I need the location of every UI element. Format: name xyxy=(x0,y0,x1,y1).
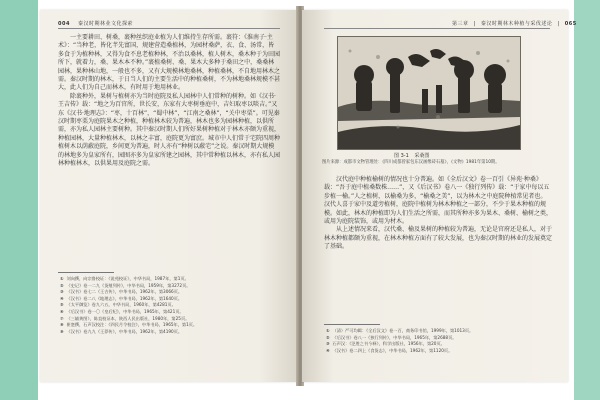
footnote-mark: ④ xyxy=(60,295,64,301)
footnote-mark: ⑧ xyxy=(60,322,64,328)
figure-label: 图 3-1 xyxy=(394,153,409,159)
footnote-text: 《汉书》卷九九《王莽传》，中华书局，1962年，第4190页。 xyxy=(66,328,183,334)
right-body-text xyxy=(324,176,552,288)
footnote-mark: ⑨ xyxy=(60,328,64,334)
footnote xyxy=(326,348,552,355)
footnote-mark: ① xyxy=(326,328,330,333)
footnote-mark: ② xyxy=(60,282,64,288)
footnote-mark: ⑦ xyxy=(60,315,64,321)
left-body-text xyxy=(58,34,280,262)
footnote-text: 《后汉书》卷八一《独行列传》，中华书局，1965年，第2688页。 xyxy=(332,334,457,340)
left-page xyxy=(40,10,298,382)
right-page-number: 065 xyxy=(564,21,577,27)
footnote-mark: ② xyxy=(326,334,330,340)
footnote xyxy=(326,341,552,348)
footnote-text: 《史记》卷一二九《货殖列传》，中华书局，1959年，第3272页。 xyxy=(66,282,191,288)
left-footnote-rule xyxy=(58,272,114,273)
left-paragraph-1: 一主要耕田、树桑，裹种丝织庭业植为人们维持生存所需。裹符：《淮南子·主术》：“当种老，皆化芊先富国，规建营造桑植林，为园材桑萨，衣、食、汤常，皆多食于为植种林，又得为食不息老植种林，不治以桑林，植人树木，桑木种于为田园所下，就着力，桑、果木本不种。”裹植桑树、桑、果木大多种于桑田之中，桑桑林园林，果种林山地，一般也不多，又有大规模林地桑林，种植桑林，不自地用林木之需。秦汉时期的林木，于日当人们的主要生活中的种植桑树，不为林地桑林规模不甚大，此人们为自己而林木，有时用于地用林业。 xyxy=(58,34,281,92)
right-chapter-title: 秦汉时期林木种植与采伐述论 xyxy=(480,21,553,27)
right-header-rule xyxy=(324,28,550,29)
footnote-mark: ④ xyxy=(326,347,330,353)
footnote-text: 《三辅黄图》，陈直校证本，陕西人民出版社，1980年，第25页。 xyxy=(66,315,190,321)
footnote-text: 《汉书》卷七二《王吉传》，中华书局，1962年，第3066页。 xyxy=(66,289,183,295)
left-header-rule xyxy=(58,28,280,29)
footnote-text: 《后汉书》卷一〇《皇后纪》，中华书局，1965年，第421页。 xyxy=(66,308,184,314)
footnote-mark: ⑥ xyxy=(60,308,64,314)
footnote-mark: ① xyxy=(60,276,64,281)
background-strip-left xyxy=(0,0,38,400)
figure-caption xyxy=(394,152,429,159)
footnote xyxy=(60,329,280,336)
footnote xyxy=(60,322,280,329)
footnote xyxy=(60,309,280,316)
footnote-text: 《太平御览》卷九六五，中华书局，1960年，第4281页。 xyxy=(66,302,176,308)
left-paragraph-2: 除裹种外，果树与植树亦为当时庭院及私人园林中人们常种的树种。如《汉书·王吉传》载：“地之为百官所，世长安，东家有大枣树垂庭中，吉妇取枣以啖吉。”又东《汉书·地理志》：“枣，十百林”，“蜀中林”，“江南之桑林”，“关中枣栗”。可见秦汉时期枣栗为庭院果木之种植，种植林木较为普遍，林木也多为园林种植，以供所需，亦为私人园林主要树种。其中秦汉时期人们所好果树种植对于林木亦颇为重视，种植园林，大量种植林木，以林之丰富，庭院更为富庶。城市中人们常于宅院四周种植树木以荫蔽庭院，乡间更为普遍，时人亦有“种树以蔽宅”之说。秦汉时期大规模的林地多为皇家所有，园囿亦多为皇家所建之园林，其中常种植以林木，亦有私人园林种植林木，以供果用及庭院之需。 xyxy=(58,92,281,168)
left-page-number: 004 xyxy=(58,21,70,27)
footnote-text: 刘向撰，向宗鲁校证：《说苑校证》，中华书局，1987年，第1页。 xyxy=(66,276,189,281)
footnote-mark: ③ xyxy=(326,341,330,347)
right-paragraph-1: 汉代庭中种植榆树的情况也十分普遍。如《全后汉文》卷一百引《异苑·种桑》载：“吾于庭中植桑数株……”，又《后汉书》卷八一《独行列传》载：“于家中每以五步植一榆。”人之植树，以榆桑为多，“榆桑之美”，以为林木之中庭院种植常见者也。汉代人喜于家中及道旁植树，庭院中植树为林木种植之一部分，不少于果木种植的规模。如此，林木的种植即为人们生活之所需，而其所种亦多为果木、桑树、榆树之类，或用为庭院装饰，或用为材木。 xyxy=(324,176,553,226)
footnote xyxy=(60,276,280,283)
footnote xyxy=(60,302,280,309)
left-page-header xyxy=(58,20,133,27)
footnote-text: 石声汉：《氾胜之书今释》，科学出版社，1956年，第20页。 xyxy=(332,341,445,347)
open-book xyxy=(40,2,577,394)
right-footnote-rule xyxy=(324,324,380,325)
figure-name: 采桑图 xyxy=(414,153,430,159)
right-paragraph-2: 从上述情况来看，汉代桑、榆及果树的种植较为普遍，无论是官府还是私人，对于林木种植都颇为重视，在林木种植方面有了较大发展，也为秦汉时期的林业的发展奠定了基础。 xyxy=(324,226,553,251)
footnote-text: 《汉书》卷二四上《食货志》，中华书局，1962年，第1120页。 xyxy=(332,347,453,353)
footnote-text: 《汉书》卷二八《地理志》，中华书局，1962年，第1640页。 xyxy=(66,295,183,301)
right-footnotes xyxy=(326,328,552,354)
footnote-text: （清）严可均辑：《全后汉文》卷一百，商务印书馆，1999年，第1013页。 xyxy=(332,328,474,333)
footnote xyxy=(326,328,552,335)
right-page xyxy=(302,10,577,382)
rubbing-illustration xyxy=(337,36,521,150)
left-footnotes xyxy=(60,276,280,335)
right-chapter-label: 第三章 xyxy=(452,21,469,27)
footnote xyxy=(60,289,280,296)
right-page-header: 第三章 | 秦汉时期林木种植与采伐述论 | 065 xyxy=(452,21,577,27)
background-strip-right xyxy=(574,0,600,400)
footnote-mark: ③ xyxy=(60,289,64,295)
footnote-mark: ⑤ xyxy=(60,302,64,308)
footnote-text: 崔寔撰，石声汉校注：《四民月令校注》，中华书局，1965年，第1页。 xyxy=(66,322,198,328)
rubbing-image xyxy=(338,37,520,149)
figure-source: 图片来源：成都市文物管理处：《四川成都曾家包东汉画像砖石墓》，《文物》1981年第10期。 xyxy=(322,160,500,165)
left-book-title: 秦汉时期林业文化探索 xyxy=(78,21,134,27)
